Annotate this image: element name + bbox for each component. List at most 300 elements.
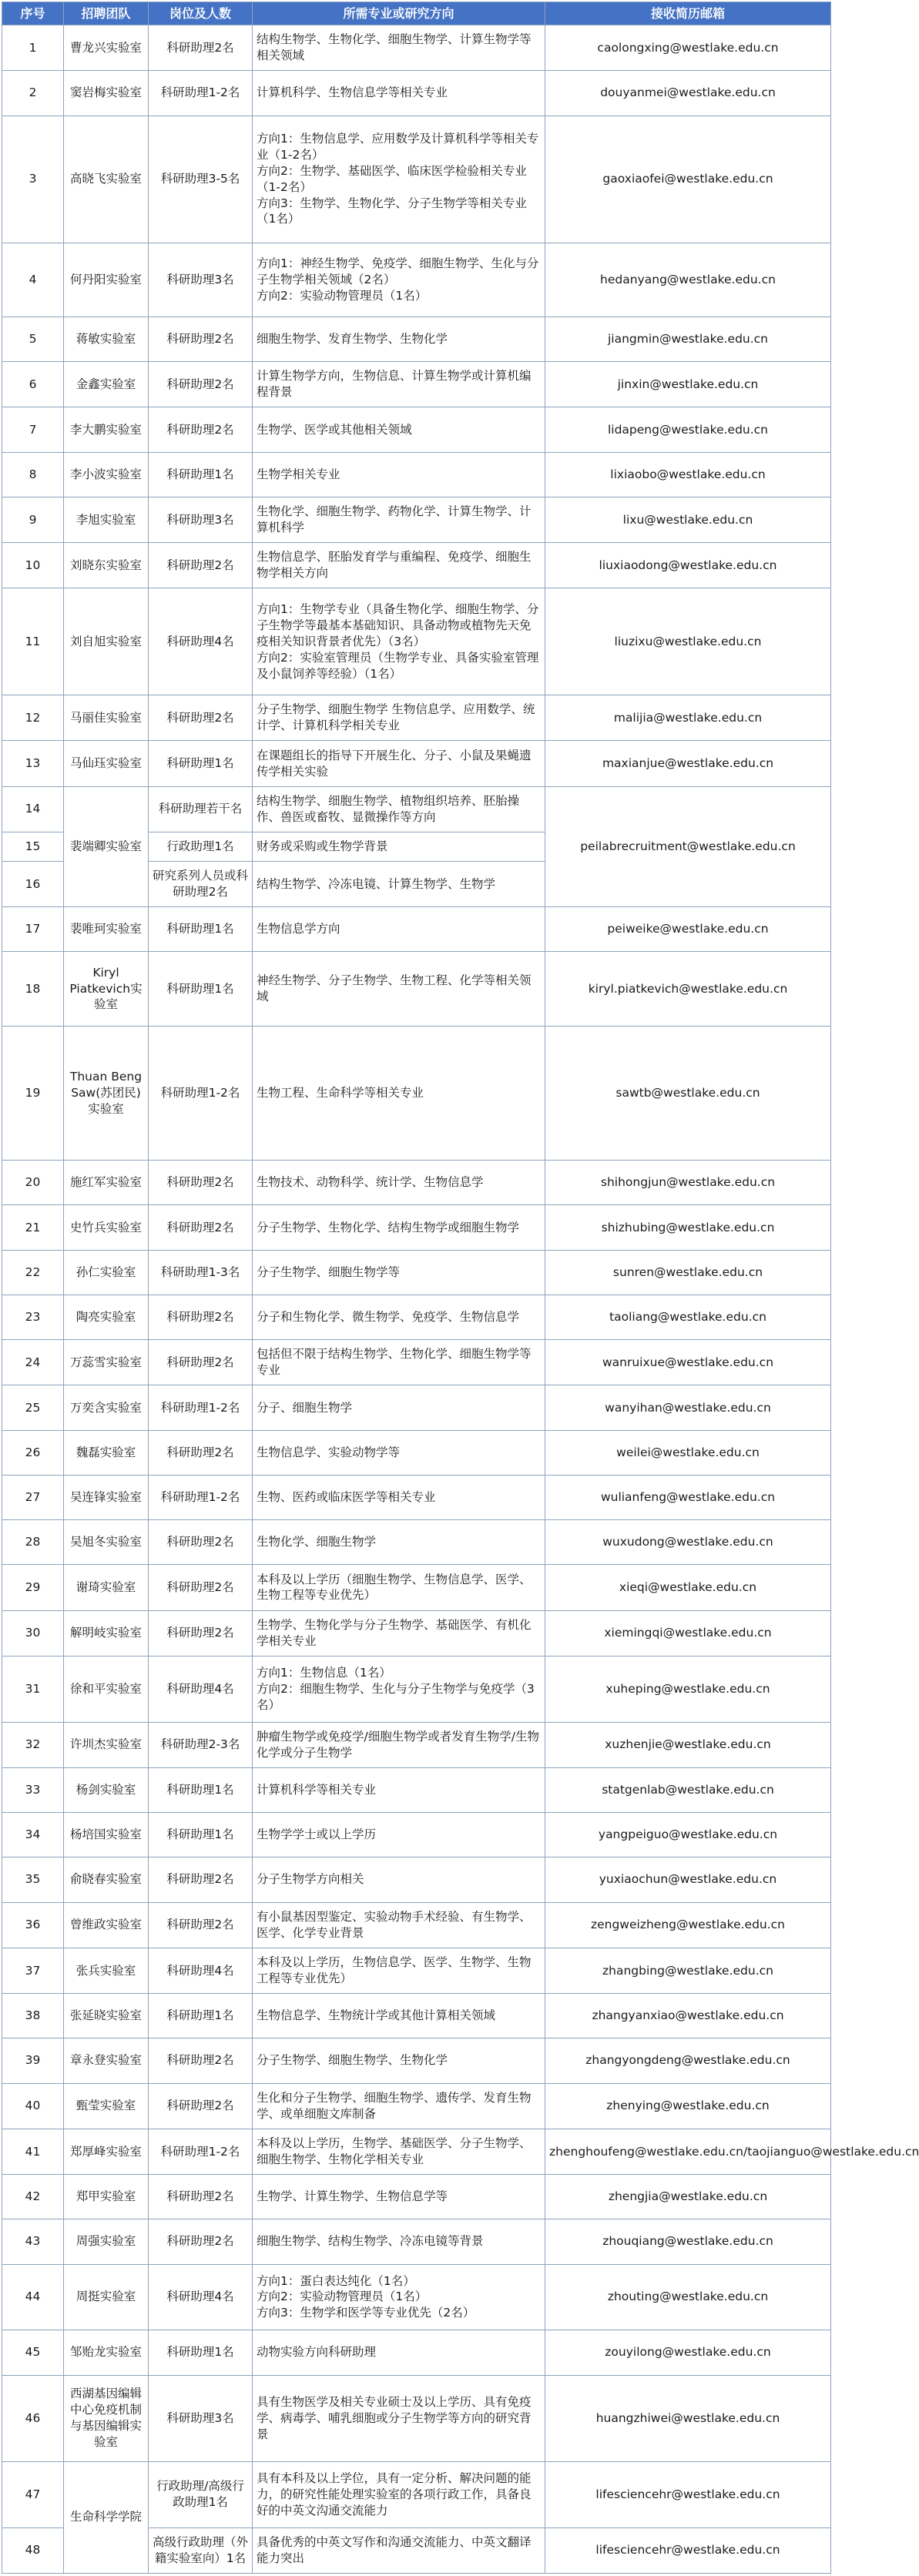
requirement-line: 生物学相关专业	[257, 467, 340, 481]
position-count: 科研助理2名	[149, 1610, 253, 1656]
requirement-line: 方向1：生物学专业（具备生物化学、细胞生物学、分子生物学等最基本基础知识、具备动物或植物先天免疫相关知识背景者优先）（3名）	[257, 601, 539, 648]
position-count: 科研助理4名	[149, 2264, 253, 2330]
email-address: wuxudong@westlake.edu.cn	[545, 1520, 831, 1565]
team-name: 陶亮实验室	[64, 1295, 149, 1339]
row-number: 17	[2, 907, 64, 952]
table-row	[2, 71, 831, 116]
team-name: 生命科学学院	[64, 2461, 149, 2573]
row-number: 7	[2, 407, 64, 452]
team-name: 张兵实验室	[64, 1948, 149, 1993]
email-address: peiweike@westlake.edu.cn	[545, 907, 831, 952]
team-name: 万蕊雪实验室	[64, 1340, 149, 1385]
email-address: zhangyanxiao@westlake.edu.cn	[545, 1994, 831, 2038]
email-address: yangpeiguo@westlake.edu.cn	[545, 1813, 831, 1857]
position-count: 科研助理2名	[149, 1295, 253, 1339]
row-number: 42	[2, 2175, 64, 2219]
position-count: 行政助理1名	[149, 832, 253, 861]
requirement-line: 分子生物学方向相关	[257, 1872, 364, 1887]
position-count: 科研助理1名	[149, 452, 253, 497]
team-name: 裴唯珂实验室	[64, 907, 149, 952]
row-number: 10	[2, 543, 64, 588]
table-row	[2, 1948, 831, 1993]
requirement-line: 生物信息学、生物统计学或其他计算相关领域	[257, 2008, 496, 2023]
table-row	[2, 1475, 831, 1519]
team-name: 刘晓东实验室	[64, 543, 149, 588]
email-address: gaoxiaofei@westlake.edu.cn	[545, 116, 831, 243]
requirement-line: 生物、医药或临床医学等相关专业	[257, 1490, 436, 1504]
major-requirement	[253, 1948, 545, 1993]
position-count: 科研助理3名	[149, 243, 253, 317]
position-count: 科研助理1-3名	[149, 1250, 253, 1295]
requirement-line: 生物信息学方向	[257, 922, 340, 936]
team-name: 西湖基因编辑中心免疫机制与基因编辑实验室	[64, 2375, 149, 2461]
major-requirement	[253, 861, 545, 906]
table-row	[2, 2264, 831, 2330]
row-number: 1	[2, 25, 64, 71]
major-requirement	[253, 543, 545, 588]
team-name: 周挺实验室	[64, 2264, 149, 2330]
email-address: statgenlab@westlake.edu.cn	[545, 1767, 831, 1812]
email-address: maxianjue@westlake.edu.cn	[545, 741, 831, 786]
email-address: malijia@westlake.edu.cn	[545, 695, 831, 741]
team-name: 李旭实验室	[64, 497, 149, 542]
requirement-line: 结构生物学、细胞生物学、植物组织培养、胚胎操作、兽医或畜牧、显微操作等方向	[257, 793, 520, 824]
requirement-line: 方向3：生物学和医学等专业优先（2名）	[257, 2306, 475, 2320]
email-address: sawtb@westlake.edu.cn	[545, 1026, 831, 1161]
position-count: 科研助理2名	[149, 1205, 253, 1250]
requirement-line: 方向2：实验动物管理员（1名）	[257, 288, 428, 303]
email-address: zhangyongdeng@westlake.edu.cn	[545, 2038, 831, 2083]
row-number: 45	[2, 2330, 64, 2375]
team-name: 李小波实验室	[64, 452, 149, 497]
email-address: xuzhenjie@westlake.edu.cn	[545, 1722, 831, 1767]
row-number: 13	[2, 741, 64, 786]
row-number: 29	[2, 1565, 64, 1610]
table-row	[2, 1610, 831, 1656]
row-number: 20	[2, 1161, 64, 1205]
row-number: 31	[2, 1656, 64, 1722]
table-row	[2, 1813, 831, 1857]
position-count: 科研助理1-2名	[149, 1475, 253, 1519]
row-number: 9	[2, 497, 64, 542]
major-requirement	[253, 588, 545, 695]
table-row	[2, 1205, 831, 1250]
row-number: 21	[2, 1205, 64, 1250]
requirement-line: 有小鼠基因型鉴定、实验动物手术经验、有生物学、医学、化学专业背景	[257, 1909, 532, 1940]
requirement-line: 分子生物学、生物化学、结构生物学或细胞生物学	[257, 1220, 520, 1234]
table-row	[2, 695, 831, 741]
major-requirement	[253, 1475, 545, 1519]
table-row	[2, 243, 831, 317]
table-row	[2, 25, 831, 71]
requirement-line: 结构生物学、生物化学、细胞生物学、计算生物学等相关领域	[257, 32, 532, 63]
team-name: 周强实验室	[64, 2219, 149, 2264]
requirement-line: 动物实验方向科研助理	[257, 2345, 377, 2360]
major-requirement	[253, 1340, 545, 1385]
table-row	[2, 1295, 831, 1339]
major-requirement	[253, 2038, 545, 2083]
email-address: xieqi@westlake.edu.cn	[545, 1565, 831, 1610]
requirement-line: 具备优秀的中英文写作和沟通交流能力、中英文翻译能力突出	[257, 2534, 532, 2565]
email-address: liuxiaodong@westlake.edu.cn	[545, 543, 831, 588]
major-requirement	[253, 1520, 545, 1565]
row-number: 23	[2, 1295, 64, 1339]
major-requirement	[253, 2527, 545, 2573]
major-requirement	[253, 2083, 545, 2129]
table-row	[2, 588, 831, 695]
position-count: 科研助理3名	[149, 2375, 253, 2461]
position-count: 科研助理1名	[149, 907, 253, 952]
email-address: zengweizheng@westlake.edu.cn	[545, 1902, 831, 1948]
position-count: 科研助理2名	[149, 317, 253, 361]
header-team: 招聘团队	[64, 2, 149, 25]
row-number: 46	[2, 2375, 64, 2461]
table-row	[2, 2038, 831, 2083]
position-count: 科研助理1-2名	[149, 1026, 253, 1161]
email-address: yuxiaochun@westlake.edu.cn	[545, 1857, 831, 1902]
major-requirement	[253, 695, 545, 741]
row-number: 30	[2, 1610, 64, 1656]
email-address: huangzhiwei@westlake.edu.cn	[545, 2375, 831, 2461]
requirement-line: 生化和分子生物学、细胞生物学、遗传学、发育生物学、或单细胞文库制备	[257, 2090, 532, 2121]
table-row	[2, 786, 831, 832]
team-name: 徐和平实验室	[64, 1656, 149, 1722]
major-requirement	[253, 1161, 545, 1205]
email-address: zhenying@westlake.edu.cn	[545, 2083, 831, 2129]
requirement-line: 具有本科及以上学位，具有一定分析、解决问题的能力，的研究性能处理实验室的各项行政工作，具备良好的中英文沟通交流能力	[257, 2470, 532, 2517]
email-address: jinxin@westlake.edu.cn	[545, 362, 831, 407]
position-count: 科研助理1名	[149, 1994, 253, 2038]
header-row	[2, 2, 831, 25]
requirement-line: 生物化学、细胞生物学	[257, 1535, 377, 1549]
major-requirement	[253, 1813, 545, 1857]
email-address: liuzixu@westlake.edu.cn	[545, 588, 831, 695]
requirement-line: 方向1：生物信息学、应用数学及计算机科学等相关专业（1-2名）	[257, 131, 539, 162]
position-count: 科研助理2名	[149, 407, 253, 452]
row-number: 33	[2, 1767, 64, 1812]
requirement-line: 方向3：生物学、生物化学、分子生物学等相关专业（1名）	[257, 196, 527, 226]
major-requirement	[253, 1656, 545, 1722]
major-requirement	[253, 952, 545, 1026]
row-number: 19	[2, 1026, 64, 1161]
team-name: 张延晓实验室	[64, 1994, 149, 2038]
major-requirement	[253, 2330, 545, 2375]
table-row	[2, 1520, 831, 1565]
major-requirement	[253, 1610, 545, 1656]
email-address: lifesciencehr@westlake.edu.cn	[545, 2527, 831, 2573]
header-no: 序号	[2, 2, 64, 25]
team-name: 许圳杰实验室	[64, 1722, 149, 1767]
requirement-line: 分子和生物化学、微生物学、免疫学、生物信息学	[257, 1310, 520, 1325]
position-count: 科研助理2名	[149, 2083, 253, 2129]
major-requirement	[253, 2264, 545, 2330]
row-number: 37	[2, 1948, 64, 1993]
table-row	[2, 543, 831, 588]
team-name: 甄莹实验室	[64, 2083, 149, 2129]
position-count: 科研助理2名	[149, 1430, 253, 1475]
position-count: 科研助理2名	[149, 1340, 253, 1385]
major-requirement	[253, 2461, 545, 2527]
email-address: lixiaobo@westlake.edu.cn	[545, 452, 831, 497]
table-row	[2, 362, 831, 407]
requirement-line: 在课题组长的指导下开展生化、分子、小鼠及果蝇遗传学相关实验	[257, 748, 532, 779]
major-requirement	[253, 832, 545, 861]
major-requirement	[253, 497, 545, 542]
position-count: 科研助理2-3名	[149, 1722, 253, 1767]
email-address: shihongjun@westlake.edu.cn	[545, 1161, 831, 1205]
position-count: 科研助理2名	[149, 1857, 253, 1902]
position-count: 行政助理/高级行政助理1名	[149, 2461, 253, 2527]
requirement-line: 本科及以上学历，生物学、基础医学、分子生物学、细胞生物学、生物化学相关专业	[257, 2136, 532, 2166]
team-name: Kiryl Piatkevich实验室	[64, 952, 149, 1026]
requirement-line: 生物学学士或以上学历	[257, 1827, 377, 1842]
position-count: 科研助理2名	[149, 543, 253, 588]
position-count: 科研助理1-2名	[149, 71, 253, 116]
table-row	[2, 1161, 831, 1205]
team-name: 俞晓春实验室	[64, 1857, 149, 1902]
requirement-line: 包括但不限于结构生物学、生物化学、细胞生物学等专业	[257, 1347, 532, 1378]
row-number: 2	[2, 71, 64, 116]
requirement-line: 生物信息学、胚胎发育学与重编程、免疫学、细胞生物学相关方向	[257, 550, 532, 581]
row-number: 35	[2, 1857, 64, 1902]
team-name: 马丽佳实验室	[64, 695, 149, 741]
team-name: 史竹兵实验室	[64, 1205, 149, 1250]
email-address: lixu@westlake.edu.cn	[545, 497, 831, 542]
table-row	[2, 407, 831, 452]
row-number: 12	[2, 695, 64, 741]
team-name: 吴旭冬实验室	[64, 1520, 149, 1565]
major-requirement	[253, 243, 545, 317]
major-requirement	[253, 786, 545, 832]
major-requirement	[253, 407, 545, 452]
row-number: 32	[2, 1722, 64, 1767]
requirement-line: 细胞生物学、发育生物学、生物化学	[257, 332, 448, 347]
row-number: 48	[2, 2527, 64, 2573]
email-address: zouyilong@westlake.edu.cn	[545, 2330, 831, 2375]
requirement-line: 分子生物学、细胞生物学、生物化学	[257, 2053, 448, 2068]
requirement-line: 分子、细胞生物学	[257, 1400, 353, 1415]
position-count: 科研助理1名	[149, 2330, 253, 2375]
recruitment-table	[2, 2, 919, 2574]
table-row	[2, 1385, 831, 1430]
row-number: 27	[2, 1475, 64, 1519]
major-requirement	[253, 1994, 545, 2038]
position-count: 科研助理1名	[149, 741, 253, 786]
table-row	[2, 2175, 831, 2219]
row-number: 47	[2, 2461, 64, 2527]
header-position: 岗位及人数	[149, 2, 253, 25]
team-name: 杨剑实验室	[64, 1767, 149, 1812]
table-row	[2, 1994, 831, 2038]
table-row	[2, 2083, 831, 2129]
table-row	[2, 2219, 831, 2264]
email-address: zhouting@westlake.edu.cn	[545, 2264, 831, 2330]
requirement-line: 生物学、生物化学与分子生物学、基础医学、有机化学相关专业	[257, 1617, 532, 1648]
email-address: jiangmin@westlake.edu.cn	[545, 317, 831, 361]
team-name: 杨培国实验室	[64, 1813, 149, 1857]
row-number: 24	[2, 1340, 64, 1385]
major-requirement	[253, 1722, 545, 1767]
major-requirement	[253, 1430, 545, 1475]
team-name: 郑甲实验室	[64, 2175, 149, 2219]
major-requirement	[253, 1026, 545, 1161]
major-requirement	[253, 2375, 545, 2461]
team-name: 谢琦实验室	[64, 1565, 149, 1610]
major-requirement	[253, 1250, 545, 1295]
position-count: 科研助理2名	[149, 2038, 253, 2083]
position-count: 科研助理2名	[149, 1520, 253, 1565]
table-row	[2, 317, 831, 361]
team-name: 章永登实验室	[64, 2038, 149, 2083]
email-address: zhouqiang@westlake.edu.cn	[545, 2219, 831, 2264]
table-row	[2, 1767, 831, 1812]
requirement-line: 本科及以上学历（细胞生物学、生物信息学、医学、生物工程等专业优先）	[257, 1572, 532, 1603]
table-body	[2, 25, 919, 2574]
email-address: zhengjia@westlake.edu.cn	[545, 2175, 831, 2219]
position-count: 科研助理2名	[149, 1902, 253, 1948]
table-row	[2, 1857, 831, 1902]
team-name: 金鑫实验室	[64, 362, 149, 407]
requirement-line: 方向1：生物信息（1名）	[257, 1665, 391, 1680]
position-count: 科研助理1名	[149, 1767, 253, 1812]
requirement-line: 方向1：神经生物学、免疫学、细胞生物学、生化与分子生物学相关领域（2名）	[257, 256, 539, 286]
major-requirement	[253, 1565, 545, 1610]
position-count: 科研助理2名	[149, 362, 253, 407]
position-count: 科研助理4名	[149, 1948, 253, 1993]
major-requirement	[253, 1902, 545, 1948]
team-name: 郑厚峰实验室	[64, 2129, 149, 2174]
table-row	[2, 1565, 831, 1610]
email-address: douyanmei@westlake.edu.cn	[545, 71, 831, 116]
table-row	[2, 1656, 831, 1722]
team-name: Thuan Beng Saw(苏团民)实验室	[64, 1026, 149, 1161]
email-address: hedanyang@westlake.edu.cn	[545, 243, 831, 317]
requirement-line: 计算机科学、生物信息学等相关专业	[257, 85, 448, 100]
table-row	[2, 1250, 831, 1295]
position-count: 科研助理3名	[149, 497, 253, 542]
team-name: 高晓飞实验室	[64, 116, 149, 243]
row-number: 36	[2, 1902, 64, 1948]
row-number: 38	[2, 1994, 64, 2038]
position-count: 科研助理3-5名	[149, 116, 253, 243]
major-requirement	[253, 452, 545, 497]
email-address: wanruixue@westlake.edu.cn	[545, 1340, 831, 1385]
requirement-line: 方向2：细胞生物学、生化与分子生物学与免疫学（3名）	[257, 1681, 535, 1712]
table-row	[2, 497, 831, 542]
major-requirement	[253, 907, 545, 952]
table-row	[2, 1026, 831, 1161]
team-name: 解明岐实验室	[64, 1610, 149, 1656]
position-count: 科研助理1名	[149, 1813, 253, 1857]
row-number: 34	[2, 1813, 64, 1857]
table-row	[2, 2461, 831, 2527]
team-name: 李大鹏实验室	[64, 407, 149, 452]
position-count: 高级行政助理（外籍实验室向）1名	[149, 2527, 253, 2573]
major-requirement	[253, 1205, 545, 1250]
email-address: weilei@westlake.edu.cn	[545, 1430, 831, 1475]
position-count: 科研助理1-2名	[149, 1385, 253, 1430]
requirement-line: 计算生物学方向，生物信息、计算生物学或计算机编程背景	[257, 369, 532, 400]
row-number: 28	[2, 1520, 64, 1565]
major-requirement	[253, 71, 545, 116]
email-address: lidapeng@westlake.edu.cn	[545, 407, 831, 452]
table-row	[2, 1430, 831, 1475]
row-number: 22	[2, 1250, 64, 1295]
team-name: 刘自旭实验室	[64, 588, 149, 695]
requirement-line: 生物学、医学或其他相关领域	[257, 422, 412, 437]
major-requirement	[253, 741, 545, 786]
requirement-line: 计算机科学等相关专业	[257, 1783, 377, 1797]
major-requirement	[253, 2175, 545, 2219]
requirement-line: 分子生物学、细胞生物学等	[257, 1265, 401, 1279]
team-name: 吴连锋实验室	[64, 1475, 149, 1519]
requirement-line: 具有生物医学及相关专业硕士及以上学历、具有免疫学、病毒学、哺乳细胞或分子生物学等方向的研究背景	[257, 2394, 532, 2441]
requirement-line: 财务或采购或生物学背景	[257, 839, 388, 853]
position-count: 科研助理2名	[149, 1565, 253, 1610]
email-address: xuheping@westlake.edu.cn	[545, 1656, 831, 1722]
position-count: 科研助理2名	[149, 2175, 253, 2219]
team-name: 邹贻龙实验室	[64, 2330, 149, 2375]
email-address: lifesciencehr@westlake.edu.cn	[545, 2461, 831, 2527]
requirement-line: 生物工程、生命科学等相关专业	[257, 1085, 424, 1100]
table-row	[2, 907, 831, 952]
row-number: 8	[2, 452, 64, 497]
team-name: 孙仁实验室	[64, 1250, 149, 1295]
row-number: 4	[2, 243, 64, 317]
header-major: 所需专业或研究方向	[253, 2, 545, 25]
requirement-line: 本科及以上学历，生物信息学、医学、生物学、生物工程等专业优先）	[257, 1955, 532, 1985]
row-number: 40	[2, 2083, 64, 2129]
email-address: zhenghoufeng@westlake.edu.cn/taojianguo@westlake.edu.cn	[545, 2129, 831, 2174]
major-requirement	[253, 1767, 545, 1812]
row-number: 3	[2, 116, 64, 243]
requirement-line: 分子生物学、细胞生物学 生物信息学、应用数学、统计学、计算机科学相关专业	[257, 702, 535, 733]
email-address: wulianfeng@westlake.edu.cn	[545, 1475, 831, 1519]
team-name: 曾维政实验室	[64, 1902, 149, 1948]
table-row	[2, 741, 831, 786]
requirement-line: 生物技术、动物科学、统计学、生物信息学	[257, 1175, 484, 1190]
position-count: 科研助理1名	[149, 952, 253, 1026]
row-number: 26	[2, 1430, 64, 1475]
major-requirement	[253, 2129, 545, 2174]
table-row	[2, 2129, 831, 2174]
requirement-line: 生物化学、细胞生物学、药物化学、计算生物学、计算机科学	[257, 504, 532, 534]
team-name: 窦岩梅实验室	[64, 71, 149, 116]
major-requirement	[253, 1295, 545, 1339]
major-requirement	[253, 317, 545, 361]
team-name: 何丹阳实验室	[64, 243, 149, 317]
table-row	[2, 2375, 831, 2461]
position-count: 科研助理2名	[149, 2219, 253, 2264]
table-row	[2, 2330, 831, 2375]
team-name: 马仙珏实验室	[64, 741, 149, 786]
row-number: 41	[2, 2129, 64, 2174]
team-name: 蒋敏实验室	[64, 317, 149, 361]
major-requirement	[253, 1857, 545, 1902]
position-count: 科研助理若干名	[149, 786, 253, 832]
team-name: 裴端卿实验室	[64, 786, 149, 907]
position-count: 科研助理4名	[149, 588, 253, 695]
requirement-line: 细胞生物学、结构生物学、冷冻电镜等背景	[257, 2234, 484, 2249]
header-email: 接收简历邮箱	[545, 2, 831, 25]
team-name: 万奕含实验室	[64, 1385, 149, 1430]
major-requirement	[253, 25, 545, 71]
major-requirement	[253, 362, 545, 407]
major-requirement	[253, 116, 545, 243]
requirement-line: 方向2：实验动物管理员（1名）	[257, 2290, 428, 2304]
requirement-line: 结构生物学、冷冻电镜、计算生物学、生物学	[257, 876, 496, 891]
requirement-line: 肿瘤生物学或免疫学/细胞生物学或者发育生物学/生物化学或分子生物学	[257, 1729, 539, 1760]
